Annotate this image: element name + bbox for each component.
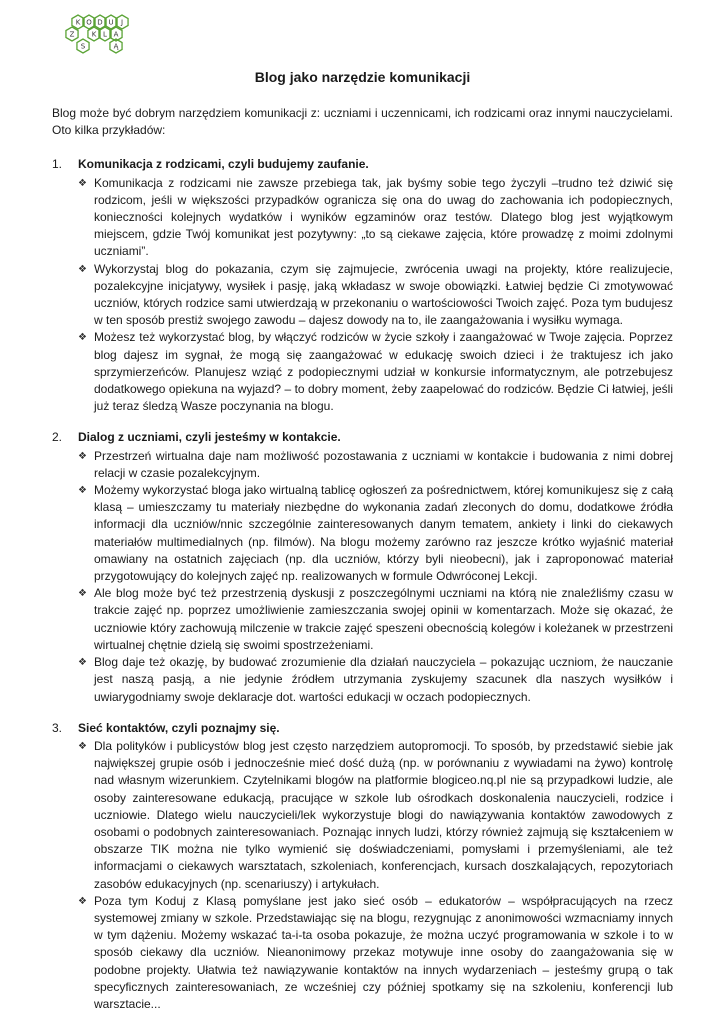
section-number: 3. <box>52 720 63 735</box>
list-item <box>78 482 673 585</box>
logo-letter: K <box>91 30 97 39</box>
diamond-bullet-icon: ❖ <box>78 263 87 275</box>
diamond-bullet-icon: ❖ <box>78 332 87 344</box>
section-1 <box>52 156 673 415</box>
koduj-z-klasa-logo <box>58 14 138 56</box>
diamond-bullet-icon: ❖ <box>78 177 87 189</box>
list-item <box>78 261 673 330</box>
section-title: Dialog z uczniami, czyli jesteśmy w kontakcie. <box>78 430 341 445</box>
bullet-text: Możesz też wykorzystać blog, by włączyć rodziców w życie szkoły i zaangażować w Twoje zajęcia. Poprzez blog dajesz im sygnał, że mogą się zaangażować w edukację swoich dzieci i że traktujesz ich jako sprzymierzeńców. Planujesz wziąć z podopiecznymi udział w konkursie informatycznym, ale potrzebujesz dodatkowego opiekuna na wyjazd? – to dobry moment, żeby zaapelować do rodziców. Będzie Ci łatwiej, jeśli już teraz śledzą Wasze poczynania na blogu. <box>94 330 673 414</box>
section-title: Sieć kontaktów, czyli poznajmy się. <box>78 720 280 735</box>
bullet-text: Poza tym Koduj z Klasą pomyślane jest jako sieć osób – edukatorów – współpracujących na rzecz systemowej zmiany w szkole. Przedstawiając się na blogu, rezygnując z anonimowości wzmacniamy innych w tym dążeniu. Możemy wskazać ta-i-ta osoba pokazuje, że można uczyć programowania w szkole i to w sposób ciekawy dla uczniów. Nieanonimowy przekaz motywuje inne osoby do zaangażowania się w podobne projekty. Ułatwia też nawiązywanie kontaktów na innych wydarzeniach – jesteśmy grupą o tak specyficznych zainteresowaniach, ze wcześniej czy później spotkamy się na szkoleniu, konferencji lub warsztacie... <box>94 893 673 1011</box>
page-title: Blog jako narzędzie komunikacji <box>254 69 471 85</box>
logo-letter: Ą <box>113 42 119 51</box>
bullet-text: Dla polityków i publicystów blog jest często narzędziem autopromocji. To sposób, by przedstawić siebie jak największej grupie osób i jednocześnie mieć dość dużą (np. w porównaniu z wywiadami na żywo) kontrolę nad własnym wizerunkiem. Czytelnikami blogów na platformie blogiceo.nq.pl nie są przypadkowi ludzie, ale osoby zainteresowane edukacją, pracujące w szkole lub ośrodkach doskonalenia nauczycieli, rodzice i uczniowie. Dlatego wielu nauczycieli/lek wykorzystuje blogi do nawiązywania kontaktów zawodowych z osobami o podobnych zainteresowaniach. Poznając innych ludzi, którzy również zajmują się kształceniem w obszarze TIK można nie tylko wymienić się doświadczeniami, pomysłami i przemyśleniami, ale też informacjami o ciekawych warsztatach, szkoleniach, konferencjach, kursach doszkalających, repozytoriach zasobów edukacyjnych (np. scenariuszy) i artykułach. <box>94 738 673 891</box>
logo-letter: K <box>75 18 81 27</box>
list-item <box>78 585 673 654</box>
document-body <box>52 105 673 1027</box>
bullet-list <box>52 175 673 416</box>
diamond-bullet-icon: ❖ <box>78 588 87 600</box>
diamond-bullet-icon: ❖ <box>78 657 87 669</box>
diamond-bullet-icon: ❖ <box>78 895 87 907</box>
section-number: 1. <box>52 157 63 172</box>
logo-letter: A <box>113 30 119 39</box>
bullet-text: Komunikacja z rodzicami nie zawsze przebiega tak, jak byśmy sobie tego życzyli –trudno też dziwić się rodzicom, jeśli w większości przypadków ogranicza się ona do uwag do zachowania ich podopiecznych, konieczności kolejnych wydatków i wyników egzaminów oraz testów. Dlatego blog jest wyjątkowym miejscem, gdzie Twój komunikat jest pozytywny: „to są ciekawe zajęcia, które prowadzę z moimi zdolnymi uczniami”. <box>94 175 673 259</box>
section-2 <box>52 429 673 705</box>
bullet-list <box>52 738 673 1013</box>
logo-letter: U <box>108 18 114 27</box>
bullet-text: Blog daje też okazję, by budować zrozumienie dla działań nauczyciela – pokazując uczniom, że nauczanie jest naszą pasją, a nie jedynie źródłem utrzymania zyskujemy szacunek dla naszych wysiłków i uwiarygodniamy swoje deklaracje dot. wartości edukacji w oczach podopiecznych. <box>94 655 673 704</box>
list-item <box>78 329 673 415</box>
list-item <box>78 654 673 706</box>
logo-letter: J <box>120 18 124 27</box>
bullet-text: Przestrzeń wirtualna daje nam możliwość pozostawania z uczniami w kontakcie i budowania z nimi dobrej relacji w czasie pozalekcyjnym. <box>94 448 673 480</box>
section-title: Komunikacja z rodzicami, czyli budujemy zaufanie. <box>78 157 369 172</box>
bullet-text: Możemy wykorzystać bloga jako wirtualną tablicę ogłoszeń za pośrednictwem, której komunikujesz się z całą klasą – umieszczamy tu materiały niezbędne do wykonania zadań zleconych do domu, dodatkowe źródła informacji dla uczniów/nnic szczególnie zainteresowanych danym tematem, ankiety i linki do ciekawych materiałów multimedialnych (np. filmów). Na blogu możemy zarówno raz jeszcze krótko wyjaśnić materiał omawiany na ostatnich zajęciach (np. dla uczniów, którzy byli nieobecni), jak i zaproponować materiał przygotowujący do kolejnych zajęć np. realizowanych w formule Odwróconej Lekcji. <box>94 483 673 584</box>
logo-letter: L <box>103 30 107 39</box>
list-item <box>78 893 673 1013</box>
section-heading <box>52 156 673 173</box>
section-heading <box>52 429 673 446</box>
logo-letter: O <box>86 18 92 27</box>
section-number: 2. <box>52 430 63 445</box>
list-item <box>78 448 673 482</box>
intro-paragraph: Blog może być dobrym narzędziem komunikacji z: uczniami i uczennicami, ich rodzicami oraz innymi nauczycielami. Oto kilka przykładów: <box>52 106 673 138</box>
bullet-list <box>52 448 673 706</box>
section-3 <box>52 720 673 1013</box>
list-item <box>78 175 673 261</box>
diamond-bullet-icon: ❖ <box>78 485 87 497</box>
list-item <box>78 738 673 893</box>
diamond-bullet-icon: ❖ <box>78 740 87 752</box>
logo-letter: Z <box>69 30 75 39</box>
diamond-bullet-icon: ❖ <box>78 450 87 462</box>
section-heading <box>52 720 673 737</box>
bullet-text: Wykorzystaj blog do pokazania, czym się zajmujecie, zwrócenia uwagi na projekty, które realizujecie, pozalekcyjne inicjatywy, wysiłek i pasję, jaką wkładasz w swoje obowiązki. Łatwiej będzie Ci zmotywować uczniów, których rodzice sami utwierdzają w przekonaniu o wartościowości Twoich zajęć. Poza tym budujesz w ten sposób prestiż swojego zawodu – dajesz dowody na to, ile zaangażowania i wysiłku wymaga. <box>94 261 673 328</box>
bullet-text: Ale blog może być też przestrzenią dyskusji z poszczególnymi uczniami na którą nie znaleźliśmy czasu w trakcie zajęć np. poprzez umożliwienie zamieszczania swojej opinii w komentarzach. Może się okazać, że uczniowie który zachowują milczenie w trakcie zajęć speszeni obecnością kolegów i koleżanek w przestrzeni wirtualnej chętnie dzielą się swoimi spostrzeżeniami. <box>94 586 673 652</box>
logo-letter: S <box>80 42 86 51</box>
logo-letter: D <box>97 18 103 27</box>
